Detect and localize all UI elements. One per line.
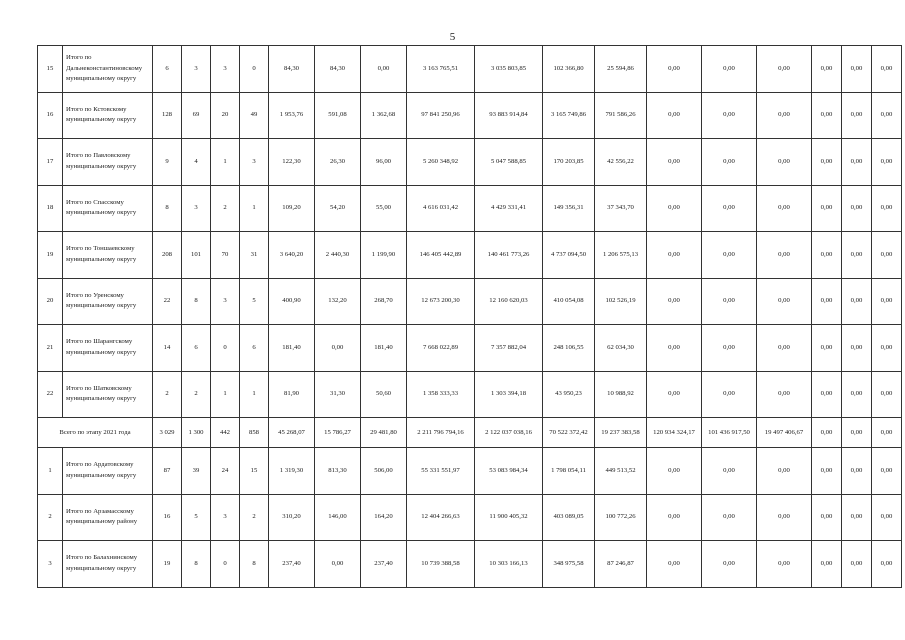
table-cell: 1 798 054,11 [543, 448, 595, 495]
table-cell: 12 160 620,03 [475, 278, 543, 325]
table-cell: 0,00 [647, 232, 702, 279]
row-number: 1 [38, 448, 63, 495]
table-cell: 69 [182, 92, 211, 139]
table-cell: 0,00 [842, 92, 872, 139]
table-cell: 0,00 [757, 278, 812, 325]
table-cell: 0,00 [842, 139, 872, 186]
table-row [38, 278, 902, 325]
table-cell: 0,00 [812, 371, 842, 418]
table-cell: 55,00 [361, 185, 407, 232]
table-cell: 0,00 [702, 185, 757, 232]
municipality-name: Итого по Кстовскому муниципальному округу [63, 92, 153, 139]
table-cell: 5 [240, 278, 269, 325]
table-cell: 8 [182, 541, 211, 588]
table-cell: 37 343,70 [595, 185, 647, 232]
table-cell: 5 260 348,92 [407, 139, 475, 186]
table-row [38, 325, 902, 372]
table-cell: 0,00 [812, 325, 842, 372]
table-cell: 0,00 [842, 448, 872, 495]
table-cell: 0,00 [702, 494, 757, 541]
table-cell: 122,30 [269, 139, 315, 186]
table-cell: 0,00 [842, 232, 872, 279]
row-number: 15 [38, 46, 63, 93]
table-cell: 4 616 031,42 [407, 185, 475, 232]
table-cell: 3 029 [153, 418, 182, 448]
table-cell: 310,20 [269, 494, 315, 541]
table-cell: 0,00 [812, 494, 842, 541]
table-cell: 403 089,05 [543, 494, 595, 541]
table-cell: 53 083 984,34 [475, 448, 543, 495]
table-cell: 0,00 [757, 46, 812, 93]
table-cell: 70 522 372,42 [543, 418, 595, 448]
table-cell: 7 668 022,89 [407, 325, 475, 372]
total-label: Всего по этапу 2021 года [38, 418, 153, 448]
table-cell: 0,00 [757, 325, 812, 372]
table-cell: 19 [153, 541, 182, 588]
table-cell: 0,00 [842, 46, 872, 93]
table-cell: 506,00 [361, 448, 407, 495]
table-cell: 101 436 917,50 [702, 418, 757, 448]
table-cell: 3 [240, 139, 269, 186]
table-cell: 10 303 166,13 [475, 541, 543, 588]
table-cell: 0,00 [757, 92, 812, 139]
table-cell: 0,00 [872, 448, 902, 495]
table-cell: 0,00 [361, 46, 407, 93]
table-cell: 0,00 [757, 139, 812, 186]
table-cell: 12 673 200,30 [407, 278, 475, 325]
table-cell: 0,00 [842, 325, 872, 372]
table-row [38, 139, 902, 186]
municipality-name: Итого по Спасскому муниципальному округу [63, 185, 153, 232]
table-cell: 0,00 [872, 185, 902, 232]
table-cell: 0,00 [702, 448, 757, 495]
municipality-name: Итого по Павловскому муниципальному округу [63, 139, 153, 186]
table-cell: 10 739 388,58 [407, 541, 475, 588]
table-cell: 0,00 [315, 541, 361, 588]
table-cell: 2 [153, 371, 182, 418]
table-cell: 442 [211, 418, 240, 448]
table-cell: 0,00 [872, 92, 902, 139]
table-cell: 591,08 [315, 92, 361, 139]
table-cell: 0,00 [812, 232, 842, 279]
table-cell: 348 975,58 [543, 541, 595, 588]
table-cell: 12 404 266,63 [407, 494, 475, 541]
table-cell: 55 331 551,97 [407, 448, 475, 495]
table-cell: 1 358 333,33 [407, 371, 475, 418]
table-cell: 0,00 [647, 448, 702, 495]
table-cell: 31 [240, 232, 269, 279]
table-cell: 2 [182, 371, 211, 418]
table-cell: 29 481,80 [361, 418, 407, 448]
table-cell: 1 [240, 185, 269, 232]
table-cell: 70 [211, 232, 240, 279]
row-number: 21 [38, 325, 63, 372]
table-cell: 1 206 575,13 [595, 232, 647, 279]
table-cell: 0,00 [842, 371, 872, 418]
table-cell: 3 163 765,51 [407, 46, 475, 93]
table-cell: 8 [182, 278, 211, 325]
table-cell: 87 246,87 [595, 541, 647, 588]
table-cell: 81,90 [269, 371, 315, 418]
row-number: 16 [38, 92, 63, 139]
table-cell: 0,00 [702, 46, 757, 93]
table-cell: 0 [211, 541, 240, 588]
table-cell: 0,00 [812, 185, 842, 232]
table-cell: 97 841 250,96 [407, 92, 475, 139]
table-cell: 101 [182, 232, 211, 279]
table-cell: 14 [153, 325, 182, 372]
table-cell: 2 211 796 794,16 [407, 418, 475, 448]
table-cell: 0,00 [757, 185, 812, 232]
table-cell: 0 [211, 325, 240, 372]
table-row [38, 494, 902, 541]
table-cell: 0,00 [647, 494, 702, 541]
table-cell: 237,40 [269, 541, 315, 588]
table-row [38, 448, 902, 495]
table-cell: 24 [211, 448, 240, 495]
table-cell: 31,30 [315, 371, 361, 418]
table-cell: 11 900 405,32 [475, 494, 543, 541]
table-cell: 449 513,52 [595, 448, 647, 495]
table-cell: 0,00 [647, 46, 702, 93]
table-cell: 19 497 406,67 [757, 418, 812, 448]
table-cell: 49 [240, 92, 269, 139]
table-cell: 400,90 [269, 278, 315, 325]
table-cell: 791 586,26 [595, 92, 647, 139]
table-cell: 1 319,30 [269, 448, 315, 495]
table-cell: 1 362,68 [361, 92, 407, 139]
row-number: 2 [38, 494, 63, 541]
table-cell: 7 357 882,04 [475, 325, 543, 372]
table-cell: 43 950,23 [543, 371, 595, 418]
table-cell: 0,00 [842, 494, 872, 541]
table-cell: 268,70 [361, 278, 407, 325]
table-cell: 20 [211, 92, 240, 139]
table-cell: 164,20 [361, 494, 407, 541]
table-cell: 1 [211, 139, 240, 186]
table-cell: 102 526,19 [595, 278, 647, 325]
table-cell: 120 934 324,17 [647, 418, 702, 448]
table-cell: 22 [153, 278, 182, 325]
table-cell: 4 737 094,50 [543, 232, 595, 279]
municipality-name: Итого по Шатковскому муниципальному округу [63, 371, 153, 418]
municipality-name: Итого по Дальнеконстантиновскому муниципальному округу [63, 46, 153, 93]
table-cell: 248 106,55 [543, 325, 595, 372]
table-cell: 50,60 [361, 371, 407, 418]
table-cell: 0,00 [872, 325, 902, 372]
table-cell: 1 300 [182, 418, 211, 448]
table-cell: 0,00 [647, 139, 702, 186]
table-cell: 410 054,08 [543, 278, 595, 325]
table-cell: 5 047 588,85 [475, 139, 543, 186]
table-cell: 26,30 [315, 139, 361, 186]
table-cell: 3 [211, 494, 240, 541]
table-cell: 3 [182, 46, 211, 93]
table-cell: 0,00 [872, 541, 902, 588]
table-cell: 0,00 [702, 325, 757, 372]
table-cell: 6 [182, 325, 211, 372]
table-cell: 19 237 383,58 [595, 418, 647, 448]
table-cell: 0,00 [757, 371, 812, 418]
table-cell: 0,00 [702, 232, 757, 279]
table-cell: 5 [182, 494, 211, 541]
table-cell: 0,00 [757, 494, 812, 541]
table-cell: 132,20 [315, 278, 361, 325]
table-cell: 0,00 [812, 92, 842, 139]
table-cell: 39 [182, 448, 211, 495]
table-cell: 4 [182, 139, 211, 186]
table-cell: 0,00 [872, 371, 902, 418]
table-cell: 0,00 [812, 418, 842, 448]
table-cell: 0,00 [702, 92, 757, 139]
table-cell: 1 [240, 371, 269, 418]
table-cell: 0,00 [702, 278, 757, 325]
table-cell: 0,00 [702, 541, 757, 588]
table-cell: 149 356,31 [543, 185, 595, 232]
table-cell: 128 [153, 92, 182, 139]
table-cell: 0,00 [702, 371, 757, 418]
table-cell: 0,00 [872, 46, 902, 93]
table-cell: 0,00 [812, 278, 842, 325]
table-cell: 0,00 [842, 541, 872, 588]
table-cell: 100 772,26 [595, 494, 647, 541]
table-cell: 3 [211, 278, 240, 325]
municipality-name: Итого по Ардатовскому муниципальному округу [63, 448, 153, 495]
table-cell: 0,00 [702, 139, 757, 186]
table-cell: 2 122 037 038,16 [475, 418, 543, 448]
table-cell: 3 035 803,85 [475, 46, 543, 93]
table-cell: 0,00 [872, 278, 902, 325]
table-cell: 16 [153, 494, 182, 541]
table-cell: 8 [153, 185, 182, 232]
table-cell: 146,00 [315, 494, 361, 541]
table-cell: 0,00 [757, 232, 812, 279]
table-row [38, 418, 902, 448]
table-cell: 54,20 [315, 185, 361, 232]
table-cell: 93 883 914,84 [475, 92, 543, 139]
table-cell: 146 405 442,89 [407, 232, 475, 279]
municipality-name: Итого по Тоншаевскому муниципальному округу [63, 232, 153, 279]
table-cell: 0,00 [842, 418, 872, 448]
table-cell: 0,00 [872, 494, 902, 541]
row-number: 20 [38, 278, 63, 325]
page-number: 5 [449, 31, 456, 43]
table-cell: 0,00 [315, 325, 361, 372]
table-cell: 1 [211, 371, 240, 418]
table-cell: 10 988,92 [595, 371, 647, 418]
table-cell: 181,40 [269, 325, 315, 372]
table-row [38, 185, 902, 232]
table-cell: 1 953,76 [269, 92, 315, 139]
table-cell: 0,00 [812, 139, 842, 186]
municipality-name: Итого по Уренскому муниципальному округу [63, 278, 153, 325]
table-cell: 6 [240, 325, 269, 372]
table-cell: 62 034,30 [595, 325, 647, 372]
table-cell: 140 461 773,26 [475, 232, 543, 279]
table-cell: 0,00 [647, 92, 702, 139]
table-cell: 15 [240, 448, 269, 495]
table-cell: 0,00 [872, 418, 902, 448]
table-cell: 15 786,27 [315, 418, 361, 448]
table-cell: 96,00 [361, 139, 407, 186]
table-cell: 45 268,07 [269, 418, 315, 448]
table-cell: 2 [240, 494, 269, 541]
table-cell: 0,00 [872, 139, 902, 186]
table-cell: 0,00 [647, 541, 702, 588]
table-row [38, 232, 902, 279]
table-cell: 1 199,90 [361, 232, 407, 279]
table-cell: 3 165 749,86 [543, 92, 595, 139]
table-row [38, 541, 902, 588]
table-cell: 858 [240, 418, 269, 448]
table-cell: 181,40 [361, 325, 407, 372]
table-cell: 0,00 [812, 541, 842, 588]
table-cell: 3 [182, 185, 211, 232]
row-number: 17 [38, 139, 63, 186]
table-cell: 8 [240, 541, 269, 588]
table-cell: 0,00 [842, 185, 872, 232]
row-number: 22 [38, 371, 63, 418]
table-cell: 0,00 [647, 278, 702, 325]
table-cell: 9 [153, 139, 182, 186]
table-cell: 0,00 [842, 278, 872, 325]
table-cell: 3 640,20 [269, 232, 315, 279]
row-number: 3 [38, 541, 63, 588]
table-cell: 3 [211, 46, 240, 93]
table-cell: 84,30 [315, 46, 361, 93]
table-cell: 2 440,30 [315, 232, 361, 279]
table-cell: 2 [211, 185, 240, 232]
table-cell: 813,30 [315, 448, 361, 495]
table-cell: 1 303 394,18 [475, 371, 543, 418]
table-row [38, 46, 902, 93]
table-cell: 0,00 [647, 371, 702, 418]
table-cell: 0,00 [647, 325, 702, 372]
table-cell: 4 429 331,41 [475, 185, 543, 232]
row-number: 19 [38, 232, 63, 279]
table-cell: 84,30 [269, 46, 315, 93]
table-cell: 0,00 [812, 46, 842, 93]
table-cell: 42 556,22 [595, 139, 647, 186]
table-cell: 25 594,86 [595, 46, 647, 93]
table-cell: 170 203,85 [543, 139, 595, 186]
table-cell: 0 [240, 46, 269, 93]
table-cell: 0,00 [872, 232, 902, 279]
municipality-name: Итого по Балахнинскому муниципальному округу [63, 541, 153, 588]
table-cell: 0,00 [647, 185, 702, 232]
municipality-name: Итого по Арзамасскому муниципальному району [63, 494, 153, 541]
table-cell: 87 [153, 448, 182, 495]
table-cell: 0,00 [757, 448, 812, 495]
data-table [37, 45, 902, 588]
municipality-name: Итого по Шарангскому муниципальному округу [63, 325, 153, 372]
table-row [38, 371, 902, 418]
table-cell: 237,40 [361, 541, 407, 588]
table-cell: 208 [153, 232, 182, 279]
table-cell: 109,20 [269, 185, 315, 232]
row-number: 18 [38, 185, 63, 232]
table-cell: 6 [153, 46, 182, 93]
table-row [38, 92, 902, 139]
table-cell: 0,00 [757, 541, 812, 588]
table-cell: 102 366,80 [543, 46, 595, 93]
table-cell: 0,00 [812, 448, 842, 495]
